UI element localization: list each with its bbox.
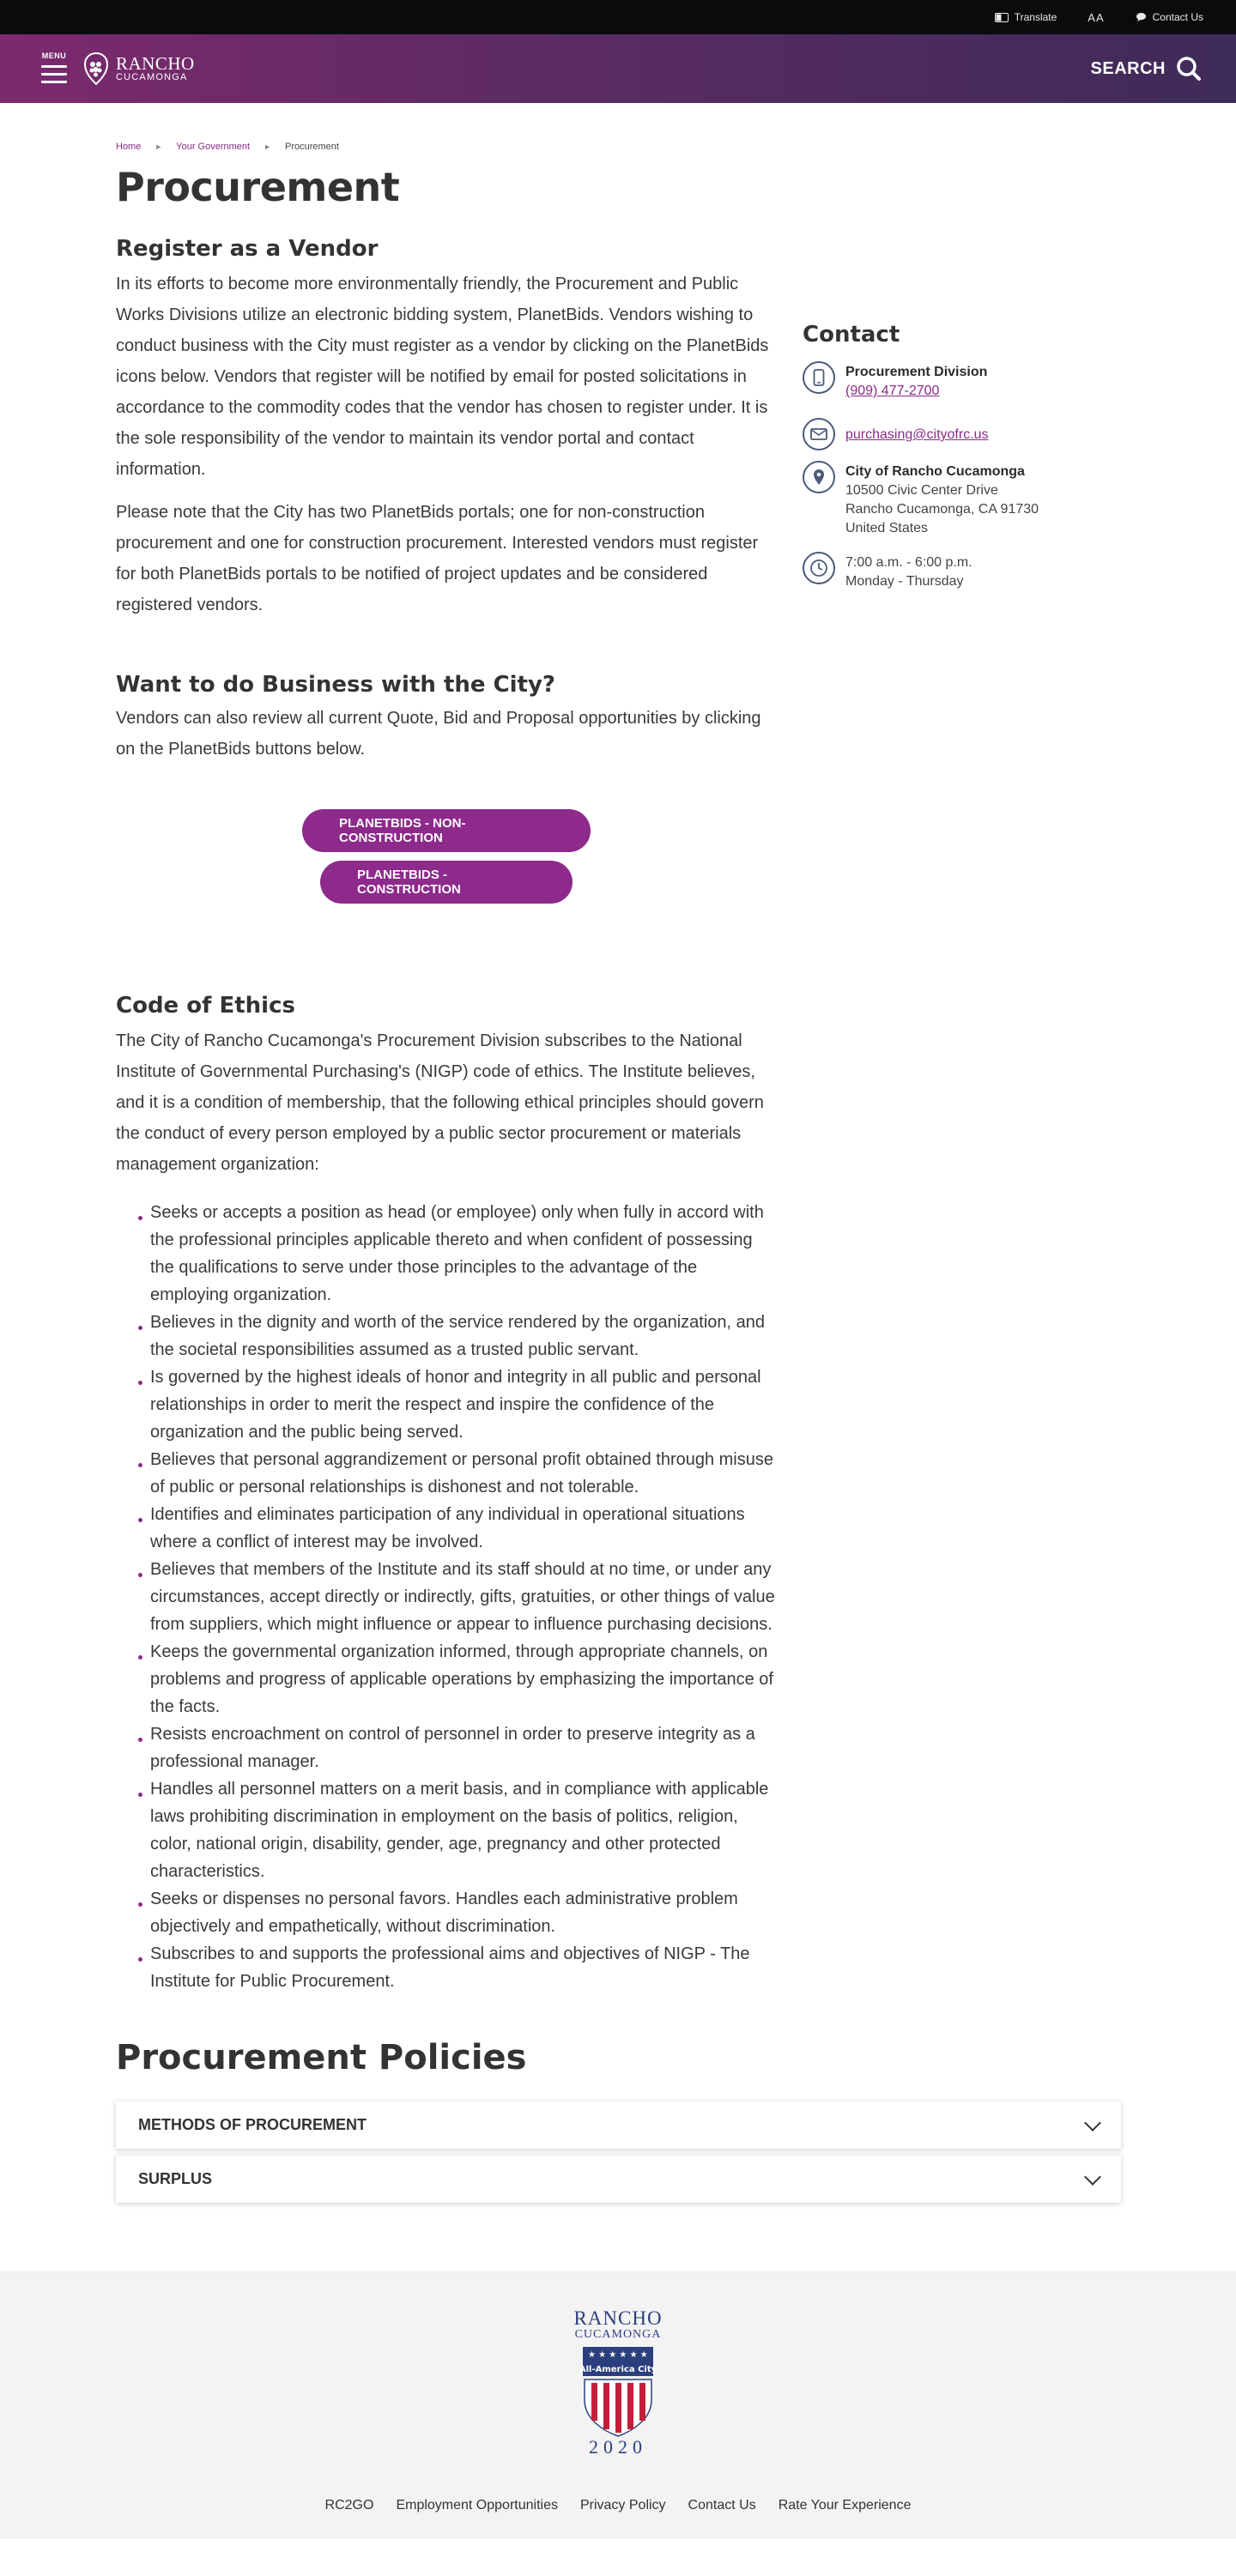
- list-item: Resists encroachment on control of personnel in order to preserve integrity as a professional manager.: [140, 1720, 777, 1775]
- planetbids-construction-button[interactable]: PLANETBIDS - CONSTRUCTION: [320, 861, 573, 904]
- breadcrumb-your-government[interactable]: Your Government: [176, 142, 251, 152]
- business-text: Vendors can also review all current Quote, Bid and Proposal opportunities by clicking on the PlanetBids buttons below.: [116, 709, 761, 759]
- breadcrumb-separator-icon: ►: [264, 142, 271, 151]
- search-label: SEARCH: [1090, 58, 1166, 78]
- hamburger-icon-bar: [41, 81, 67, 83]
- contact-address-line-3: United States: [845, 521, 929, 535]
- logo-line-1: RANCHO: [116, 52, 195, 74]
- footer-year: 2020: [589, 2436, 647, 2458]
- list-item: Believes that personal aggrandizement or personal profit obtained through misuse of public or personal relationships is dishonest and not tolerable.: [140, 1446, 777, 1501]
- contact-sidebar: [803, 322, 1086, 591]
- list-item: Handles all personnel matters on a merit basis, and in compliance with applicable laws prohibiting discrimination in employment on the basis of politics, religion, color, national origin, disability, gender, age, pregnancy and other protected characteristics.: [140, 1775, 777, 1885]
- footer-link-privacy[interactable]: Privacy Policy: [579, 2498, 666, 2513]
- text-size-control[interactable]: [1088, 11, 1104, 24]
- accordion-label: SURPLUS: [138, 2170, 213, 2187]
- menu-button[interactable]: [39, 51, 70, 86]
- page-title: Procurement: [116, 164, 400, 210]
- contact-email-link[interactable]: purchasing@cityofrc.us: [845, 427, 989, 442]
- chat-bubble-icon: [1136, 12, 1147, 22]
- all-america-city-text: All-America City: [579, 2365, 657, 2374]
- procurement-policies-heading: Procurement Policies: [116, 2038, 527, 2077]
- footer-logo-line-2: CUCAMONGA: [574, 2328, 662, 2341]
- list-item: Seeks or dispenses no personal favors. Handles each administrative problem objectively and empathetically, without discrimination.: [140, 1885, 777, 1940]
- list-item: Subscribes to and supports the professional aims and objectives of NIGP - The Institute for Public Procurement.: [140, 1940, 777, 1995]
- contact-days: Monday - Thursday: [845, 574, 964, 589]
- list-item: Is governed by the highest ideals of honor and integrity in all public and personal relationships in order to merit the respect and inspire the confidence of the organization and the public being served.: [140, 1364, 777, 1446]
- search-icon: [1176, 56, 1202, 82]
- accordion-label: METHODS OF PROCUREMENT: [138, 2116, 367, 2133]
- code-of-ethics-section: [116, 993, 777, 1995]
- planetbids-non-construction-button[interactable]: PLANETBIDS - NON-CONSTRUCTION: [302, 809, 591, 852]
- list-item: Seeks or accepts a position as head (or employee) only when fully in accord with the professional principles applicable thereto and when confident of possessing the qualifications to serve under those principles to the advantage of the employing organization.: [140, 1199, 777, 1309]
- contact-us-label: Contact Us: [1152, 11, 1203, 23]
- contact-address-row: [803, 461, 1086, 538]
- contact-email-row: [803, 418, 1086, 450]
- business-section: [116, 672, 777, 904]
- logo-line-2: CUCAMONGA: [116, 71, 188, 82]
- business-heading: Want to do Business with the City?: [116, 672, 556, 698]
- breadcrumb: [116, 142, 777, 152]
- contact-address-line-1: 10500 Civic Center Drive: [845, 483, 998, 498]
- chevron-down-icon: [1084, 2114, 1101, 2132]
- clock-icon: [803, 552, 835, 584]
- grapes-logo-icon: [82, 52, 111, 85]
- text-size-icon: AA: [1088, 10, 1105, 24]
- list-item: Keeps the governmental organization informed, through appropriate channels, on problems and progress of applicable operations by emphasizing the importance of the facts.: [140, 1638, 777, 1720]
- contact-org: City of Rancho Cucamonga: [845, 464, 1025, 479]
- site-logo[interactable]: [82, 52, 195, 85]
- footer-links: [0, 2498, 1236, 2513]
- footer-link-employment[interactable]: Employment Opportunities: [396, 2498, 558, 2513]
- register-vendor-heading: Register as a Vendor: [116, 236, 379, 262]
- main-content: [116, 142, 777, 1995]
- footer-logo-line-1: RANCHO: [573, 2307, 663, 2329]
- translate-icon: [995, 13, 1009, 22]
- policies-accordion: [116, 2101, 1121, 2203]
- register-vendor-text: In its efforts to become more environmentally friendly, the Procurement and Public Works Divisions utilize an electronic bidding system, PlanetBids. Vendors wishing to conduct business with the City must register as a vendor by clicking on the PlanetBids icons below. Vendors that register will be notified by email for posted solicitations in accordance to the commodity codes that the vendor has chosen to register under. It is the sole responsibility of the vendor to maintain its vendor portal and contact information.: [116, 275, 769, 479]
- hamburger-icon: [41, 65, 67, 68]
- site-footer: [0, 2271, 1236, 2539]
- chevron-down-icon: [1084, 2168, 1101, 2186]
- hamburger-icon-bar: [41, 73, 67, 76]
- footer-logo[interactable]: [0, 2271, 1236, 2458]
- contact-us-link[interactable]: [1136, 11, 1203, 23]
- list-item: Believes in the dignity and worth of the service rendered by the organization, and the societal responsibilities assumed as a trusted public servant.: [140, 1309, 777, 1364]
- code-of-ethics-intro: The City of Rancho Cucamonga's Procurement Division subscribes to the National Institute of Governmental Purchasing's (NIGP) code of ethics. The Institute believes, and it is a condition of membership, that the following ethical principles should govern the conduct of every person employed by a public sector procurement or materials management organization:: [116, 1031, 764, 1174]
- footer-link-rc2go[interactable]: RC2GO: [324, 2498, 374, 2513]
- translate-label: Translate: [1014, 11, 1057, 23]
- breadcrumb-current: Procurement: [285, 142, 339, 152]
- contact-phone-row: [803, 361, 1086, 401]
- accordion-surplus[interactable]: [116, 2156, 1121, 2203]
- map-pin-icon: [803, 461, 835, 493]
- planetbids-buttons: [116, 809, 777, 904]
- contact-address-line-2: Rancho Cucamonga, CA 91730: [845, 502, 1039, 517]
- page-body: [0, 142, 1236, 2203]
- contact-heading: Contact: [803, 322, 900, 348]
- code-of-ethics-heading: Code of Ethics: [116, 993, 295, 1019]
- list-item: Identifies and eliminates participation of any individual in operational situations where a conflict of interest may be involved.: [140, 1501, 777, 1556]
- translate-link[interactable]: [995, 11, 1057, 23]
- portals-note-text: Please note that the City has two PlanetBids portals; one for non-construction procurement and one for construction procurement. Interested vendors must register for both PlanetBids portals to be notified of project updates and be considered registered vendors.: [116, 503, 759, 614]
- accordion-methods-of-procurement[interactable]: [116, 2101, 1121, 2149]
- register-vendor-section: [116, 236, 777, 620]
- utility-bar: [0, 0, 1236, 34]
- envelope-icon: [803, 418, 835, 450]
- list-item: Believes that members of the Institute and its staff should at no time, or under any circumstances, accept directly or indirectly, gifts, gratuities, or other things of value from suppliers, which might influence or appear to influence purchasing decisions.: [140, 1556, 777, 1638]
- procurement-policies-section: [116, 2038, 1120, 2203]
- phone-icon: [803, 361, 835, 394]
- site-header: [0, 34, 1236, 103]
- svg-text:★ ★ ★ ★ ★ ★: ★ ★ ★ ★ ★ ★: [588, 2350, 648, 2360]
- all-america-city-shield-icon: [579, 2345, 657, 2438]
- breadcrumb-home[interactable]: Home: [116, 142, 142, 152]
- footer-link-rate-experience[interactable]: Rate Your Experience: [778, 2498, 912, 2513]
- search-button[interactable]: [1091, 34, 1202, 103]
- menu-label: MENU: [41, 51, 67, 60]
- breadcrumb-separator-icon: ►: [154, 142, 163, 151]
- contact-phone-link[interactable]: (909) 477-2700: [845, 384, 940, 398]
- contact-hours: 7:00 a.m. - 6:00 p.m.: [845, 555, 972, 570]
- footer-link-contact[interactable]: Contact Us: [688, 2498, 756, 2513]
- contact-hours-row: [803, 552, 1086, 591]
- contact-division: Procurement Division: [845, 365, 988, 379]
- ethics-list: [116, 1199, 777, 1995]
